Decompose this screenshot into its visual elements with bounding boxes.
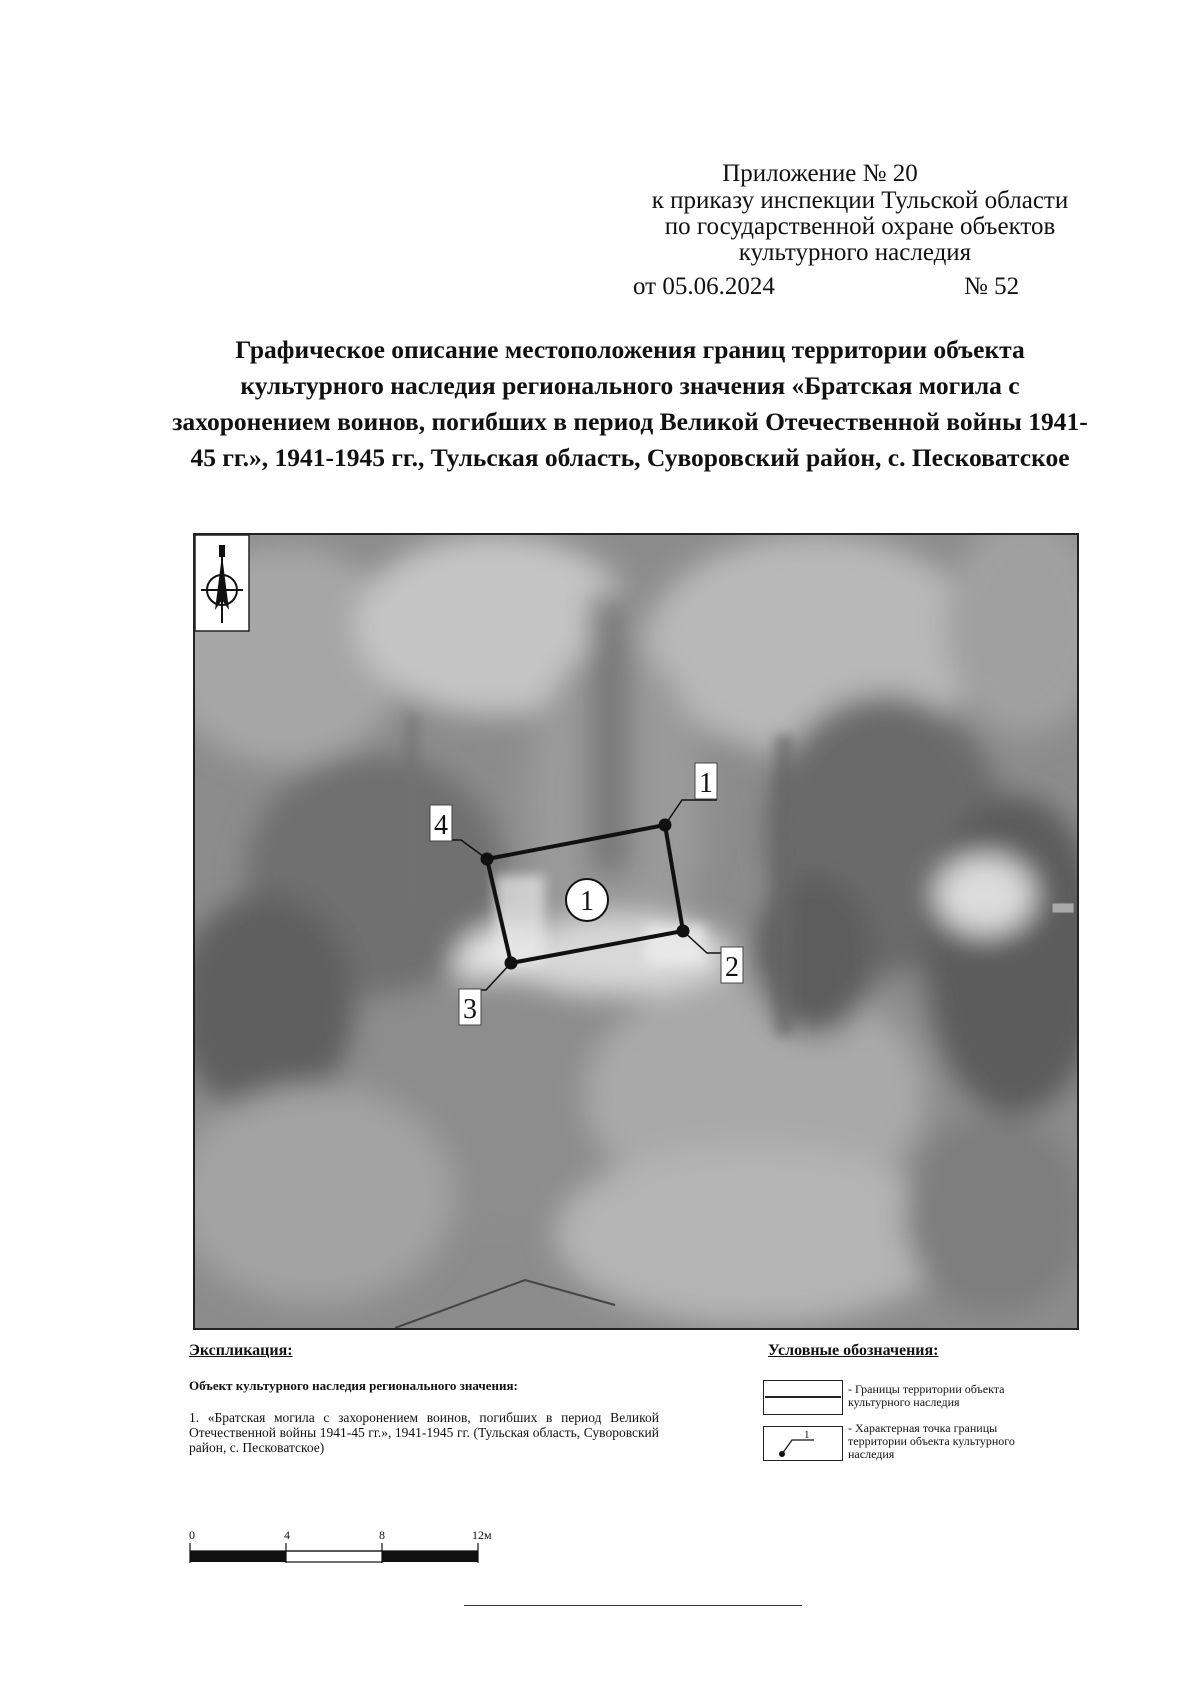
scale-tick-8: 8 (379, 1528, 385, 1542)
bottom-divider (464, 1605, 802, 1606)
scale-bar-svg (186, 1527, 506, 1567)
map-frame (193, 533, 1079, 1330)
point-label-4: 4 (434, 810, 448, 841)
point-label-2: 2 (725, 952, 739, 983)
boundary-point-1 (659, 819, 672, 832)
order-date: от 05.06.2024 (633, 273, 775, 300)
appendix-order-line: к приказу инспекции Тульской области (651, 187, 1069, 214)
point-label-1: 1 (699, 768, 713, 799)
document-title: Графическое описание местоположения границ территории объекта культурного наследия регионального значения «Братская могила с захоронением воинов, погибших в период Великой Отечественной войны 1941-45 гг.», 1941-1945 гг., Тульская область, Суворовский район, с. Песковатское (172, 335, 1088, 472)
boundary-point-2 (677, 925, 690, 938)
legend-boundary-text: - Границы территории объекта культурного наследия (848, 1382, 1005, 1409)
object-number-label: 1 (580, 886, 594, 917)
scale-bar (186, 1527, 506, 1572)
north-arrow-icon (195, 535, 249, 631)
order-number: № 52 (964, 273, 1020, 300)
appendix-inspection-line: по государственной охране объектов (664, 213, 1056, 240)
legend-boundary-symbol (763, 1380, 843, 1415)
scale-tick-4: 4 (284, 1528, 290, 1542)
legend-point-sample-label: 1 (804, 1429, 810, 1441)
explication-subtitle: Объект культурного наследия регионального значения: (189, 1378, 518, 1393)
boundary-point-3 (505, 957, 518, 970)
boundary-point-4 (481, 853, 494, 866)
aerial-photo (195, 535, 1077, 1328)
legend-point-symbol (763, 1426, 843, 1461)
legend-point-icon (764, 1427, 841, 1459)
scale-tick-0: 0 (189, 1528, 195, 1542)
scale-tick-12: 12м (472, 1528, 492, 1542)
legend-point-text: - Характерная точка границы территории объекта культурного наследия (848, 1421, 1015, 1461)
explication-title: Экспликация: (189, 1342, 293, 1359)
explication-item: 1. «Братская могила с захоронением воинов, погибших в период Великой Отечественной войны 1941-45 гг.», 1941-1945 гг. (Тульская область, Суворовский район, с. Песковатское) (189, 1410, 659, 1455)
map-svg (195, 535, 1077, 1328)
legend-title: Условные обозначения: (768, 1342, 939, 1359)
point-label-3: 3 (463, 994, 477, 1025)
appendix-heritage-line: культурного наследия (738, 239, 972, 266)
appendix-title: Приложение № 20 (722, 160, 918, 187)
